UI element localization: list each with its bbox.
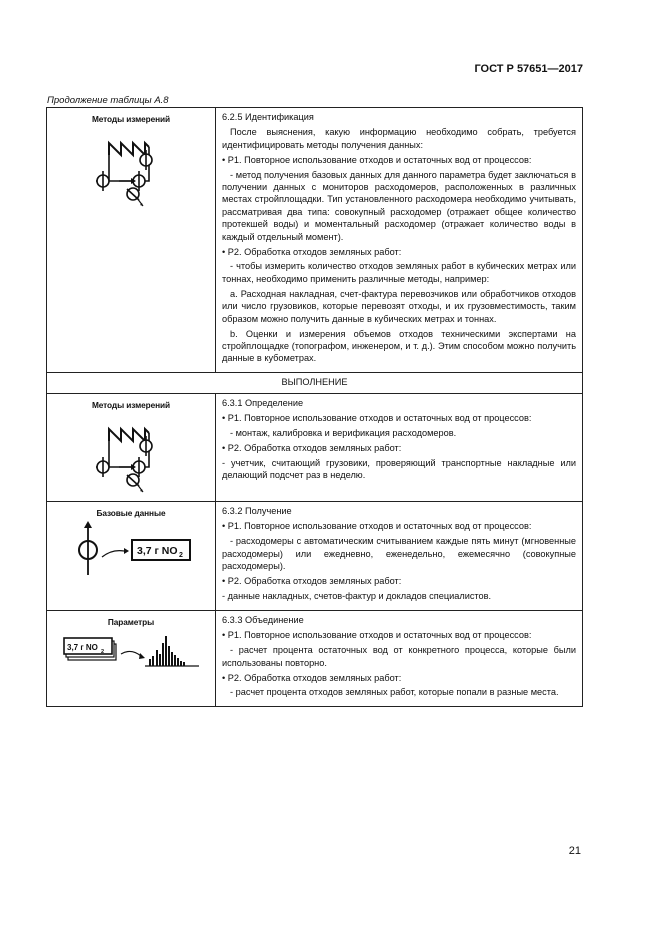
paragraph: - учетчик, считающий грузовики, проверяющий транспортные накладные или делающий подсчет раз в неделю. (222, 457, 576, 481)
row-label-cell (47, 108, 216, 373)
paragraph: b. Оценки и измерения объемов отходов техническими экспертами на стройплощадке (топографом, инженером, и т. д.). Этим способом можно получить данные в кубометрах. (222, 328, 576, 364)
section-header: ВЫПОЛНЕНИЕ (47, 373, 583, 393)
row-content-cell (216, 393, 583, 501)
table-row (47, 610, 583, 706)
paragraph: После выяснения, какую информацию необходимо собрать, требуется идентифицировать методы получения данных: (222, 127, 576, 150)
table-row (47, 502, 583, 611)
row-label: Методы измерений (91, 114, 171, 124)
row-label-cell (47, 393, 216, 501)
parameters-icon (61, 628, 201, 680)
row-label-cell (47, 610, 216, 706)
section-title: 6.2.5 Идентификация (222, 112, 314, 122)
row-content-cell (216, 502, 583, 611)
section-title: 6.3.3 Объединение (222, 614, 304, 625)
page-number: 21 (568, 845, 581, 857)
bullet-item: • P2. Обработка отходов земляных работ: (222, 442, 402, 453)
paragraph: - расчет процента остаточных вод от конкретного процесса, которые были использованы повторно. (222, 645, 576, 668)
paragraph: - монтаж, калибровка и верификация расходомеров. (230, 427, 457, 438)
table-row (47, 108, 583, 373)
paragraph: - расходомеры с автоматическим считыванием каждые пять минут (мгновенные расходомеры) или ежедневно, еженедельно, ежемесячно (совокупные расходомеры). (222, 536, 576, 572)
measurement-methods-icon (91, 411, 171, 497)
table-continuation-caption: Продолжение таблицы А.8 (47, 95, 169, 106)
badge-subscript: 2 (101, 649, 105, 656)
document-number: ГОСТ Р 57651—2017 (474, 63, 583, 75)
table-row (47, 373, 583, 393)
badge-subscript: 2 (179, 552, 183, 560)
base-data-icon (66, 519, 196, 579)
table-a8 (46, 107, 583, 707)
bullet-item: • P1. Повторное использование отходов и остаточных вод от процессов: (222, 154, 532, 165)
bullet-item: • P2. Обработка отходов земляных работ: (222, 246, 402, 257)
measurement-methods-icon (91, 125, 171, 211)
paragraph: - метод получения базовых данных для данного параметра будет заключаться в получении данных с мониторов расходомеров, расположенных в различных местах стройплощадки. Тип установленного расходомера необходимо учитывать, рассматривая два типа: совокупный расходомер (отражает общее количество протекшей воды) и моментальный расходомер (отражает количество воды в каждый отдельный момент). (222, 169, 576, 242)
paragraph: - чтобы измерить количество отходов земляных работ в кубических метрах или тоннах, необходимо применить различные методы, например: (222, 261, 576, 284)
section-title: 6.3.1 Определение (222, 397, 304, 408)
bullet-item: • P2. Обработка отходов земляных работ: (222, 576, 402, 587)
bullet-item: • P1. Повторное использование отходов и остаточных вод от процессов: (222, 521, 532, 532)
row-label-cell (47, 502, 216, 611)
bullet-item: • P1. Повторное использование отходов и остаточных вод от процессов: (222, 413, 532, 424)
badge-text: 3,7 г NO (67, 643, 98, 653)
row-content-cell (216, 108, 583, 373)
row-label: Базовые данные (96, 508, 166, 519)
bullet-item: • P1. Повторное использование отходов и остаточных вод от процессов: (222, 630, 532, 641)
paragraph: - расчет процента отходов земляных работ, которые попали в разные места. (230, 687, 559, 698)
section-title: 6.3.2 Получение (222, 506, 292, 517)
paragraph: a. Расходная накладная, счет-фактура перевозчиков или обработчиков отходов или число грузовиков, которые перевозят отходы, и их грузовместимость, таким образом можно получить данные в кубических метрах и тоннах. (222, 288, 576, 324)
table-row (47, 393, 583, 501)
bullet-item: • P2. Обработка отходов земляных работ: (222, 672, 402, 683)
row-label: Методы измерений (91, 399, 171, 410)
row-content-cell (216, 610, 583, 706)
row-label: Параметры (107, 616, 155, 627)
badge-text: 3,7 г NO (137, 545, 178, 558)
paragraph: - данные накладных, счетов-фактур и докладов специалистов. (222, 590, 492, 601)
